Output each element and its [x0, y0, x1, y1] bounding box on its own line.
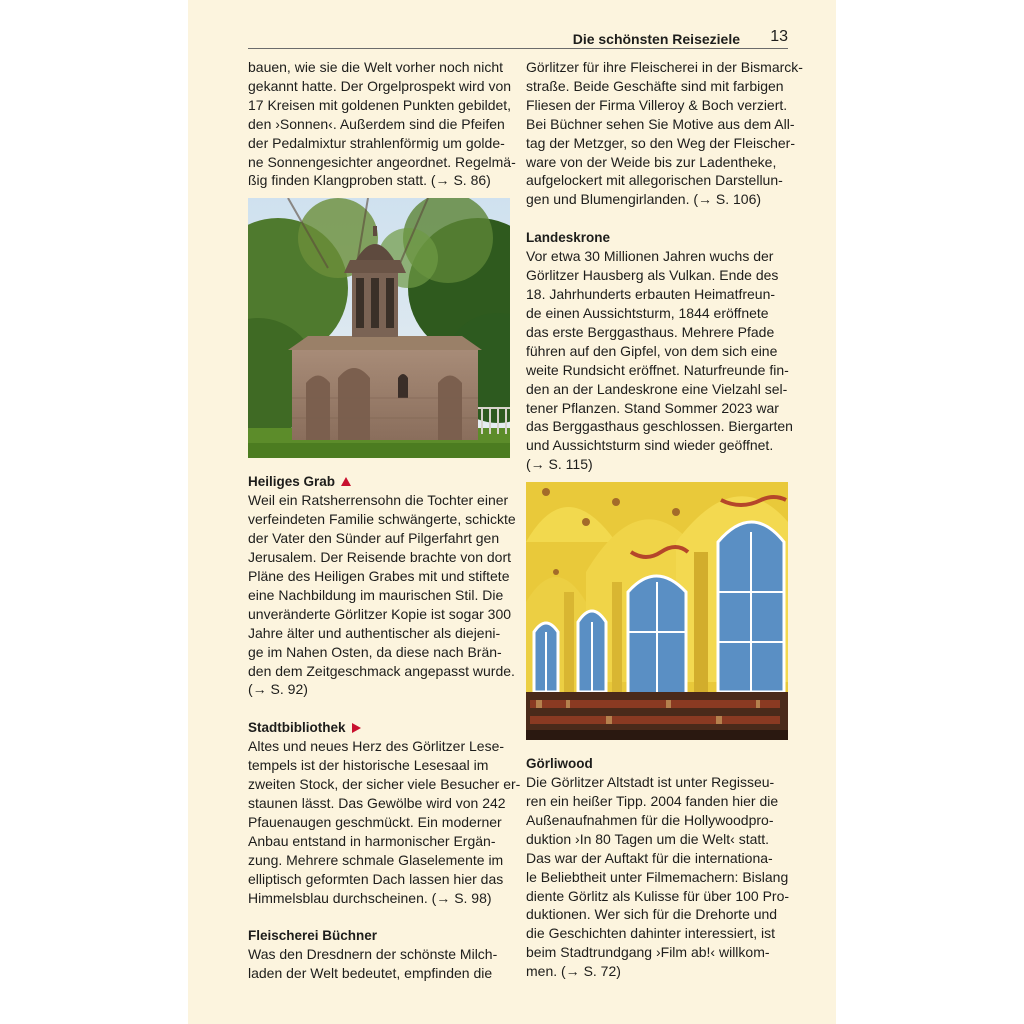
text-line: verfeindeten Familie schwängerte, schickte	[248, 511, 516, 528]
right-column	[526, 58, 803, 981]
text-line: und Aussichtsturm sind wieder geöffnet.	[526, 437, 774, 454]
text-line: zweiten Stock, der sicher viele Besucher er-	[248, 776, 521, 793]
text-line: Himmelsblau durchscheinen. (→ S. 98)	[248, 889, 492, 906]
text-line: gen und Blumengirlanden. (→ S. 106)	[526, 191, 762, 208]
text-line: den an der Landeskrone eine Vielzahl sel-	[526, 380, 788, 397]
text-line: diente Görlitz als Kulisse für über 100 Pro-	[526, 887, 790, 904]
text-line: tener Pflanzen. Stand Sommer 2023 war	[526, 399, 779, 416]
text-line: 18. Jahrhunderts erbauten Heimatfreun-	[526, 286, 776, 303]
text-line: le Beliebtheit unter Filmemachern: Bislang	[526, 868, 789, 885]
section-title: Die schönsten Reiseziele	[572, 31, 740, 47]
text-line: Weil ein Ratsherrensohn die Tochter einer	[248, 492, 509, 509]
stadtbibliothek-heading	[248, 718, 510, 737]
text-line: Fliesen der Firma Villeroy & Boch verziert.	[526, 96, 788, 113]
text-line: das Berggasthaus geschlossen. Biergarten	[526, 418, 793, 435]
stadtbibliothek-lesesaal-photo	[526, 482, 788, 740]
heiliges-grab-photo	[248, 198, 510, 458]
text-line: laden der Welt bedeutet, empfinden die	[248, 965, 493, 982]
text-line: duktionen. Wer sich für die Drehorte und	[526, 906, 778, 923]
text-line: den ›Sonnen‹. Außerdem sind die Pfeifen	[248, 115, 505, 132]
text-line: ge im Nahen Osten, da diese nach Brän-	[248, 643, 502, 660]
text-line: Bei Büchner sehen Sie Motive aus dem All-	[526, 115, 795, 132]
stadtbibliothek-title: Stadtbibliothek	[248, 720, 346, 736]
text-line: Pfauenaugen geschmückt. Ein moderner	[248, 813, 502, 830]
text-line: beim Stadtrundgang ›Film ab!‹ willkom-	[526, 944, 770, 961]
left-column	[248, 58, 521, 983]
text-line: weite Rundsicht eröffnet. Naturfreunde fin-	[526, 361, 789, 378]
text-line: bauen, wie sie die Welt vorher noch nicht	[248, 59, 503, 75]
fleischerei-title: Fleischerei Büchner	[248, 928, 378, 944]
text-line: (→ S. 92)	[248, 681, 308, 698]
text-line: der Vater den Sünder auf Pilgerfahrt gen	[248, 530, 500, 547]
text-line: Außenaufnahmen für die Hollywoodpro-	[526, 811, 774, 828]
text-line: zung. Mehrere schmale Glaselemente im	[248, 851, 504, 868]
text-line: tag der Metzger, so den Weg der Fleischer-	[526, 134, 795, 151]
text-line: Vor etwa 30 Millionen Jahren wuchs der	[526, 248, 774, 265]
text-line: elliptisch geformten Dach lassen hier das	[248, 870, 504, 887]
text-line: de einen Aussichtsturm, 1844 eröffnete	[526, 304, 769, 321]
intro-paragraph	[248, 58, 516, 190]
stadtbibliothek-text	[248, 737, 521, 907]
triangle-up-marker-icon	[341, 477, 351, 486]
text-line: Jerusalem. Der Reisende brachte von dort	[248, 549, 512, 566]
running-header	[248, 28, 788, 49]
text-line: ware von der Weide bis zur Ladentheke,	[526, 153, 777, 170]
text-line: 17 Kreisen mit goldenen Punkten gebildet,	[248, 96, 512, 113]
text-line: (→ S. 115)	[526, 456, 593, 473]
goerliwood-heading	[526, 754, 788, 773]
text-line: ßig finden Klangproben statt. (→ S. 86)	[248, 172, 491, 189]
fleischerei-continued-text	[526, 58, 803, 209]
landeskrone-title: Landeskrone	[526, 230, 611, 246]
text-line: Altes und neues Herz des Görlitzer Lese-	[248, 738, 505, 755]
goerliwood-text	[526, 773, 788, 981]
landeskrone-text	[526, 247, 793, 474]
heiliges-grab-text	[248, 491, 516, 699]
text-line: Jahre älter und authentischer als diejeni-	[248, 624, 501, 641]
text-line: Pläne des Heiligen Grabes mit und stiftete	[248, 567, 510, 584]
page-number: 13	[770, 28, 788, 45]
text-line: unveränderte Görlitzer Kopie ist sogar 300	[248, 605, 512, 622]
text-line: Was den Dresdnern der schönste Milch-	[248, 946, 498, 963]
text-line: eine Nachbildung im maurischen Stil. Die	[248, 586, 504, 603]
text-line: tempels ist der historische Lesesaal im	[248, 757, 489, 774]
text-line: den dem Zeitgeschmack angepasst wurde.	[248, 662, 515, 679]
triangle-right-marker-icon	[352, 723, 361, 733]
fleischerei-text	[248, 945, 510, 983]
text-line: die Geschichten dahinter interessiert, ist	[526, 925, 776, 942]
text-line: staunen lässt. Das Gewölbe wird von 242	[248, 795, 506, 812]
text-line: men. (→ S. 72)	[526, 963, 621, 980]
text-line: Görlitzer Hausberg als Vulkan. Ende des	[526, 267, 779, 284]
text-line: aufgelockert mit allegorischen Darstellun-	[526, 172, 783, 189]
text-line: ne Sonnengesichter angeordnet. Regelmä-	[248, 153, 516, 170]
heiliges-grab-heading	[248, 472, 510, 491]
text-line: ren ein heißer Tipp. 2004 fanden hier die	[526, 793, 779, 810]
goerliwood-title: Görliwood	[526, 756, 593, 772]
text-line: führen auf den Gipfel, von dem sich eine	[526, 342, 778, 359]
landeskrone-heading	[526, 228, 788, 247]
text-line: Die Görlitzer Altstadt ist unter Regisseu-	[526, 774, 775, 791]
text-line: Das war der Auftakt für die internationa-	[526, 849, 773, 866]
text-line: das erste Berggasthaus. Mehrere Pfade	[526, 323, 775, 340]
text-line: straße. Beide Geschäfte sind mit farbigen	[526, 77, 784, 94]
text-line: Anbau entstand in harmonischer Ergän-	[248, 832, 496, 849]
text-line: duktion ›In 80 Tagen um die Welt‹ statt.	[526, 830, 770, 847]
text-line: der Pedalmixtur strahlenförmig um golde-	[248, 134, 505, 151]
text-line: Görlitzer für ihre Fleischerei in der Bismarck-	[526, 59, 803, 75]
fleischerei-heading	[248, 926, 510, 945]
heiliges-grab-title: Heiliges Grab	[248, 474, 336, 490]
text-line: gekannt hatte. Der Orgelprospekt wird von	[248, 77, 512, 94]
